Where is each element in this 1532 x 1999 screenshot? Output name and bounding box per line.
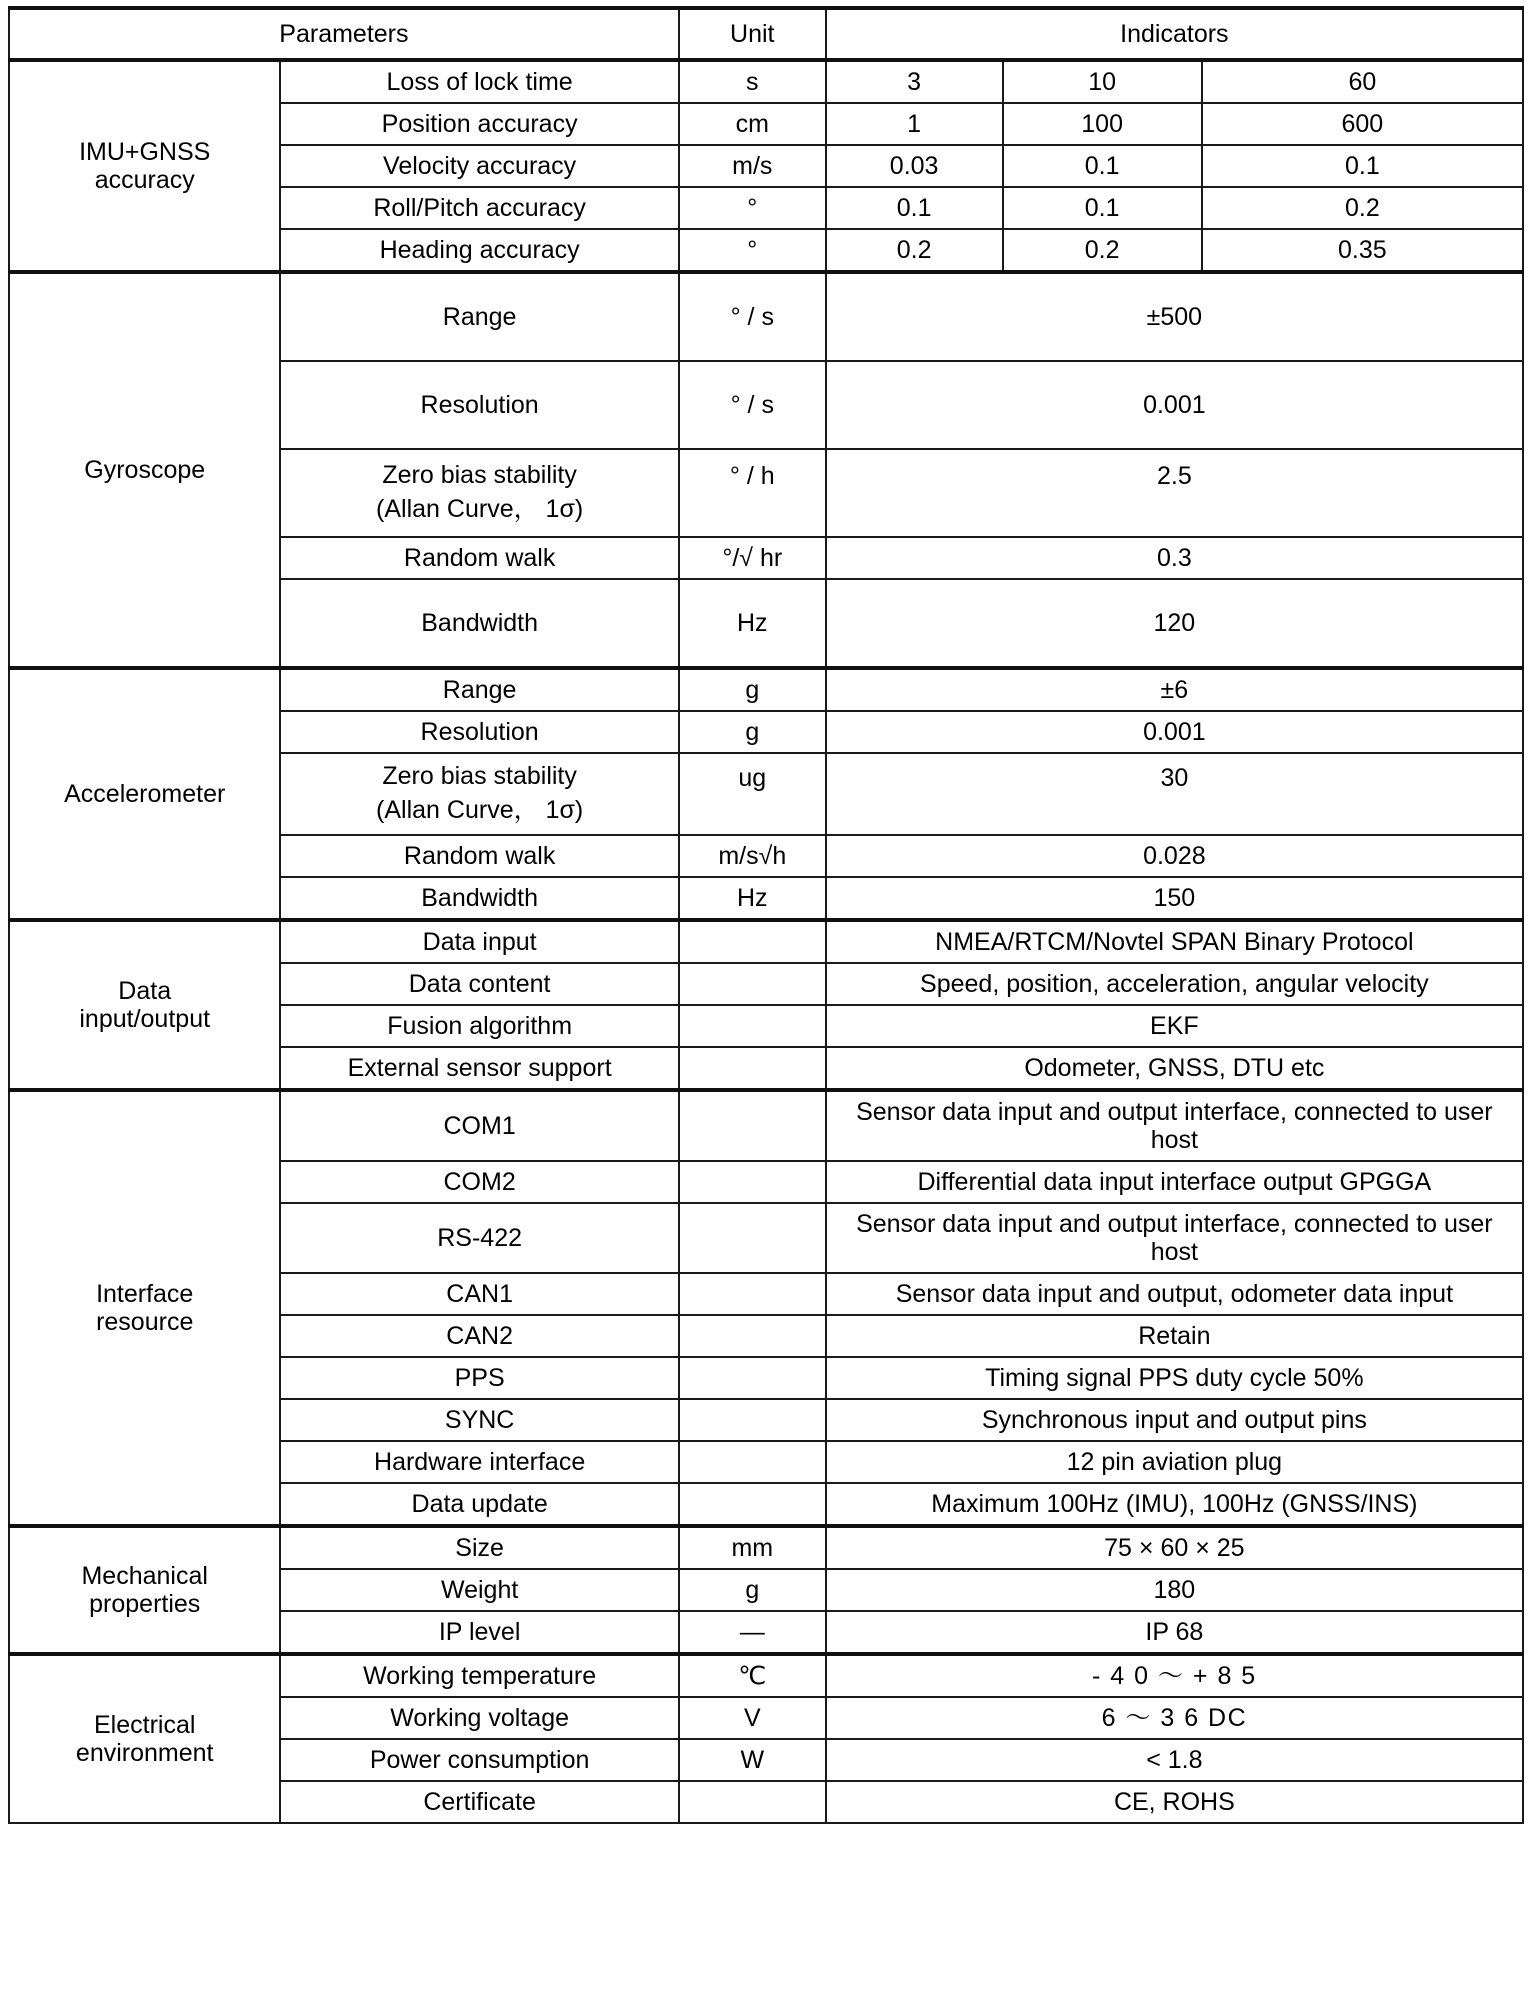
unit-external-sensor-support	[679, 1047, 826, 1090]
param-com2: COM2	[280, 1161, 678, 1203]
value-rs422: Sensor data input and output interface, connected to user host	[826, 1203, 1523, 1273]
unit-ip-level: —	[679, 1611, 826, 1654]
param-sync: SYNC	[280, 1399, 678, 1441]
unit-gyro-range: ° / s	[679, 272, 826, 361]
table-row	[9, 920, 1523, 963]
specification-table-body	[9, 8, 1523, 1823]
group-label-mechanical-properties	[9, 1526, 280, 1654]
unit-heading-accuracy: °	[679, 229, 826, 272]
value-position-accuracy-2: 100	[1003, 103, 1202, 145]
group-label-electrical-environment	[9, 1654, 280, 1823]
unit-com1	[679, 1090, 826, 1161]
group-label-line2: environment	[75, 1738, 214, 1767]
header-indicators: Indicators	[826, 8, 1523, 60]
value-power-consumption: < 1.8	[826, 1739, 1523, 1781]
unit-accel-random-walk: m/s√h	[679, 835, 826, 877]
value-ip-level: IP 68	[826, 1611, 1523, 1654]
param-weight: Weight	[280, 1569, 678, 1611]
table-row	[9, 60, 1523, 103]
param-data-update: Data update	[280, 1483, 678, 1526]
unit-weight: g	[679, 1569, 826, 1611]
value-can2: Retain	[826, 1315, 1523, 1357]
param-heading-accuracy: Heading accuracy	[280, 229, 678, 272]
group-label-accelerometer: Accelerometer	[9, 668, 280, 920]
group-label-data-input-output	[9, 920, 280, 1090]
unit-accel-zero-bias-stability: ug	[679, 753, 826, 835]
unit-sync	[679, 1399, 826, 1441]
group-label-line1: Data	[118, 976, 172, 1005]
value-heading-accuracy-1: 0.2	[826, 229, 1003, 272]
value-com2: Differential data input interface output GPGGA	[826, 1161, 1523, 1203]
header-unit: Unit	[679, 8, 826, 60]
param-gyro-bandwidth: Bandwidth	[280, 579, 678, 668]
value-pps: Timing signal PPS duty cycle 50%	[826, 1357, 1523, 1399]
group-label-line2: properties	[89, 1589, 201, 1618]
value-data-input: NMEA/RTCM/Novtel SPAN Binary Protocol	[826, 920, 1523, 963]
param-certificate: Certificate	[280, 1781, 678, 1823]
table-row	[9, 1654, 1523, 1697]
value-heading-accuracy-2: 0.2	[1003, 229, 1202, 272]
group-label-line1: Electrical	[94, 1710, 196, 1739]
value-roll-pitch-accuracy-2: 0.1	[1003, 187, 1202, 229]
value-com1: Sensor data input and output interface, connected to user host	[826, 1090, 1523, 1161]
param-rs422: RS-422	[280, 1203, 678, 1273]
unit-working-voltage: V	[679, 1697, 826, 1739]
param-data-input: Data input	[280, 920, 678, 963]
group-label-interface-resource	[9, 1090, 280, 1526]
value-loss-of-lock-time-2: 10	[1003, 60, 1202, 103]
unit-com2	[679, 1161, 826, 1203]
value-external-sensor-support: Odometer, GNSS, DTU etc	[826, 1047, 1523, 1090]
value-can1: Sensor data input and output, odometer data input	[826, 1273, 1523, 1315]
group-label-line2: accuracy	[94, 166, 195, 194]
value-accel-range: ±6	[826, 668, 1523, 711]
value-gyro-zero-bias-stability: 2.5	[826, 449, 1523, 537]
unit-rs422	[679, 1203, 826, 1273]
value-fusion-algorithm: EKF	[826, 1005, 1523, 1047]
unit-gyro-resolution: ° / s	[679, 361, 826, 449]
value-loss-of-lock-time-3: 60	[1202, 60, 1523, 103]
unit-accel-range: g	[679, 668, 826, 711]
param-can1: CAN1	[280, 1273, 678, 1315]
param-accel-range: Range	[280, 668, 678, 711]
table-row	[9, 1090, 1523, 1161]
param-velocity-accuracy: Velocity accuracy	[280, 145, 678, 187]
unit-certificate	[679, 1781, 826, 1823]
group-label-line1: IMU+GNSS	[79, 138, 211, 166]
value-working-voltage: 6 ～ 3 6 DC	[826, 1697, 1523, 1739]
group-label-line2: resource	[96, 1307, 194, 1336]
param-line2: (Allan Curve， 1σ)	[376, 495, 584, 523]
table-row	[9, 668, 1523, 711]
group-label-imu-gnss-accuracy	[9, 60, 280, 272]
unit-can1	[679, 1273, 826, 1315]
param-accel-resolution: Resolution	[280, 711, 678, 753]
param-pps: PPS	[280, 1357, 678, 1399]
unit-working-temperature: ℃	[679, 1654, 826, 1697]
value-accel-zero-bias-stability: 30	[826, 753, 1523, 835]
value-heading-accuracy-3: 0.35	[1202, 229, 1523, 272]
value-velocity-accuracy-2: 0.1	[1003, 145, 1202, 187]
value-roll-pitch-accuracy-3: 0.2	[1202, 187, 1523, 229]
value-weight: 180	[826, 1569, 1523, 1611]
param-external-sensor-support: External sensor support	[280, 1047, 678, 1090]
param-accel-zero-bias-stability	[280, 753, 678, 835]
param-roll-pitch-accuracy: Roll/Pitch accuracy	[280, 187, 678, 229]
unit-hardware-interface	[679, 1441, 826, 1483]
value-velocity-accuracy-1: 0.03	[826, 145, 1003, 187]
value-roll-pitch-accuracy-1: 0.1	[826, 187, 1003, 229]
unit-position-accuracy: cm	[679, 103, 826, 145]
param-gyro-random-walk: Random walk	[280, 537, 678, 579]
param-position-accuracy: Position accuracy	[280, 103, 678, 145]
specification-table	[8, 6, 1524, 1824]
param-working-voltage: Working voltage	[280, 1697, 678, 1739]
unit-velocity-accuracy: m/s	[679, 145, 826, 187]
param-ip-level: IP level	[280, 1611, 678, 1654]
unit-gyro-zero-bias-stability: ° / h	[679, 449, 826, 537]
param-power-consumption: Power consumption	[280, 1739, 678, 1781]
table-header-row	[9, 8, 1523, 60]
unit-pps	[679, 1357, 826, 1399]
value-sync: Synchronous input and output pins	[826, 1399, 1523, 1441]
value-position-accuracy-3: 600	[1202, 103, 1523, 145]
param-hardware-interface: Hardware interface	[280, 1441, 678, 1483]
param-accel-bandwidth: Bandwidth	[280, 877, 678, 920]
param-gyro-range: Range	[280, 272, 678, 361]
param-loss-of-lock-time: Loss of lock time	[280, 60, 678, 103]
unit-accel-resolution: g	[679, 711, 826, 753]
unit-roll-pitch-accuracy: °	[679, 187, 826, 229]
param-data-content: Data content	[280, 963, 678, 1005]
header-parameters: Parameters	[9, 8, 679, 60]
unit-gyro-random-walk: °/√ hr	[679, 537, 826, 579]
unit-fusion-algorithm	[679, 1005, 826, 1047]
value-gyro-resolution: 0.001	[826, 361, 1523, 449]
param-gyro-zero-bias-stability	[280, 449, 678, 537]
value-accel-resolution: 0.001	[826, 711, 1523, 753]
table-row	[9, 1526, 1523, 1569]
param-working-temperature: Working temperature	[280, 1654, 678, 1697]
value-working-temperature: - 4 0 ～ + 8 5	[826, 1654, 1523, 1697]
param-line2: (Allan Curve， 1σ)	[376, 795, 584, 824]
value-velocity-accuracy-3: 0.1	[1202, 145, 1523, 187]
table-row	[9, 272, 1523, 361]
param-gyro-resolution: Resolution	[280, 361, 678, 449]
group-label-line1: Interface	[96, 1279, 194, 1308]
value-data-content: Speed, position, acceleration, angular velocity	[826, 963, 1523, 1005]
value-gyro-random-walk: 0.3	[826, 537, 1523, 579]
unit-data-update	[679, 1483, 826, 1526]
unit-can2	[679, 1315, 826, 1357]
unit-size: mm	[679, 1526, 826, 1569]
param-line1: Zero bias stability	[382, 461, 577, 490]
param-accel-random-walk: Random walk	[280, 835, 678, 877]
param-can2: CAN2	[280, 1315, 678, 1357]
value-certificate: CE, ROHS	[826, 1781, 1523, 1823]
unit-data-content	[679, 963, 826, 1005]
value-loss-of-lock-time-1: 3	[826, 60, 1003, 103]
group-label-line2: input/output	[79, 1004, 211, 1033]
value-hardware-interface: 12 pin aviation plug	[826, 1441, 1523, 1483]
value-gyro-range: ±500	[826, 272, 1523, 361]
unit-gyro-bandwidth: Hz	[679, 579, 826, 668]
value-size: 75 × 60 × 25	[826, 1526, 1523, 1569]
unit-data-input	[679, 920, 826, 963]
group-label-gyroscope: Gyroscope	[9, 272, 280, 668]
param-size: Size	[280, 1526, 678, 1569]
unit-power-consumption: W	[679, 1739, 826, 1781]
param-com1: COM1	[280, 1090, 678, 1161]
value-position-accuracy-1: 1	[826, 103, 1003, 145]
unit-loss-of-lock-time: s	[679, 60, 826, 103]
group-label-line1: Mechanical	[81, 1561, 208, 1590]
value-gyro-bandwidth: 120	[826, 579, 1523, 668]
unit-accel-bandwidth: Hz	[679, 877, 826, 920]
value-accel-random-walk: 0.028	[826, 835, 1523, 877]
value-accel-bandwidth: 150	[826, 877, 1523, 920]
param-fusion-algorithm: Fusion algorithm	[280, 1005, 678, 1047]
param-line1: Zero bias stability	[382, 762, 577, 790]
value-data-update: Maximum 100Hz (IMU), 100Hz (GNSS/INS)	[826, 1483, 1523, 1526]
